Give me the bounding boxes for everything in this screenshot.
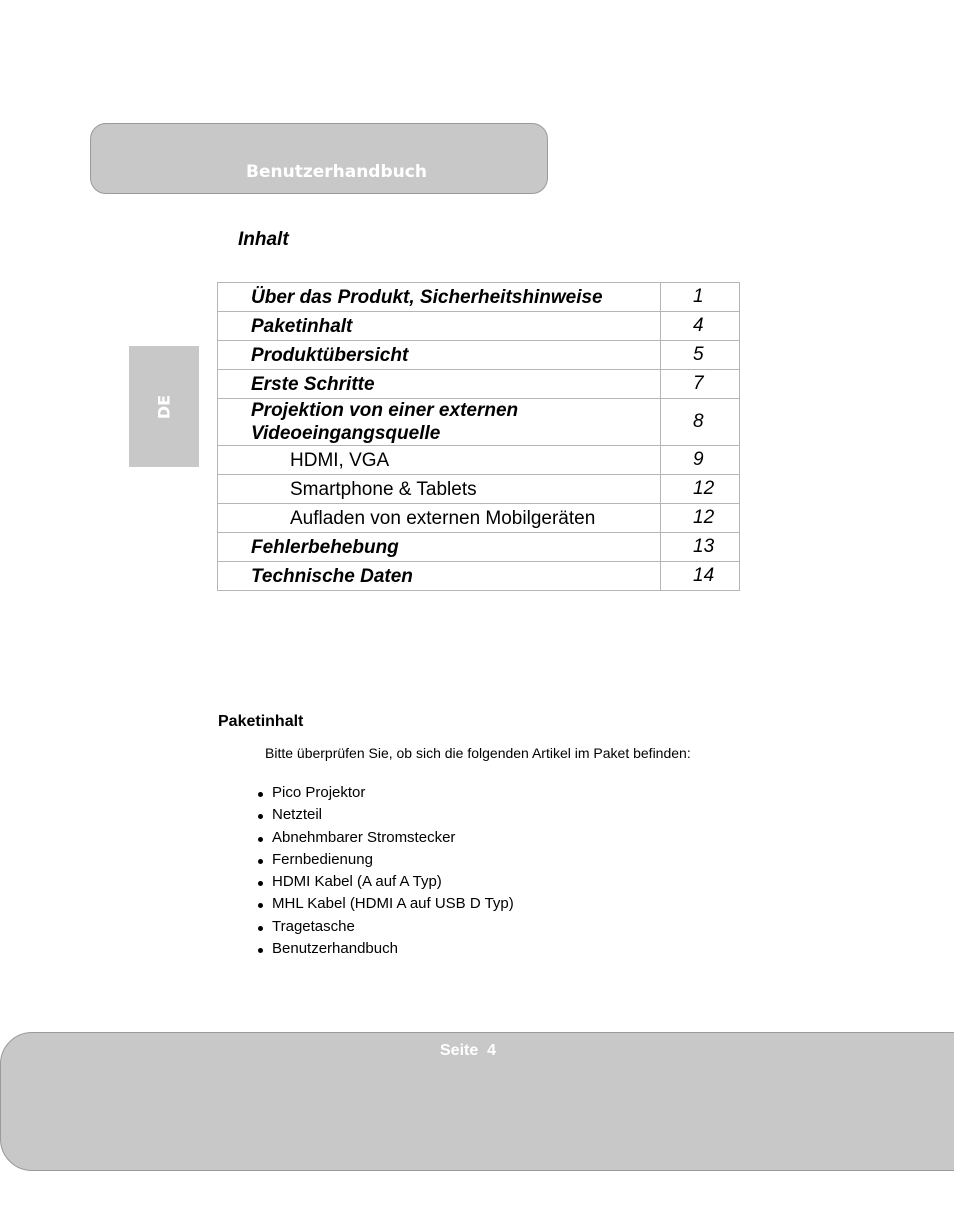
page-number: Seite 4 — [440, 1042, 497, 1059]
toc-entry-title: Produktübersicht — [251, 344, 409, 366]
toc-entry-page: 5 — [661, 341, 740, 370]
toc-row — [218, 399, 740, 446]
toc-entry-page: 1 — [661, 283, 740, 312]
list-item: Fernbedienung — [256, 849, 514, 871]
toc-entry-page: 12 — [661, 504, 740, 533]
language-tab-label: DE — [154, 394, 174, 419]
toc-entry-page: 4 — [661, 312, 740, 341]
list-item: Benutzerhandbuch — [256, 938, 514, 960]
package-heading: Paketinhalt — [218, 713, 304, 730]
toc-entry-title: Paketinhalt — [251, 315, 353, 337]
toc-subentry-title: Smartphone & Tablets — [290, 478, 477, 500]
toc-entry-title: Technische Daten — [251, 565, 413, 587]
toc-row — [218, 533, 740, 562]
toc-row — [218, 504, 740, 533]
toc-table — [217, 282, 740, 591]
toc-entry-page: 13 — [661, 533, 740, 562]
toc-entry-page: 9 — [661, 446, 740, 475]
toc-row — [218, 370, 740, 399]
list-item: MHL Kabel (HDMI A auf USB D Typ) — [256, 893, 514, 915]
toc-row — [218, 312, 740, 341]
list-item: Netzteil — [256, 804, 514, 826]
toc-entry-title-continued: Videoeingangsquelle — [251, 423, 441, 444]
toc-row — [218, 562, 740, 591]
header-banner — [90, 123, 548, 194]
list-item: HDMI Kabel (A auf A Typ) — [256, 871, 514, 893]
list-item: Abnehmbarer Stromstecker — [256, 827, 514, 849]
toc-subentry-title: Aufladen von externen Mobilgeräten — [290, 507, 596, 529]
toc-row — [218, 283, 740, 312]
toc-row — [218, 341, 740, 370]
list-item: Tragetasche — [256, 916, 514, 938]
package-item-list — [256, 782, 514, 960]
toc-entry-title: Erste Schritte — [251, 373, 375, 395]
toc-subentry-title: HDMI, VGA — [290, 449, 390, 471]
toc-row — [218, 446, 740, 475]
toc-entry-page: 7 — [661, 370, 740, 399]
toc-entry-page: 8 — [661, 399, 740, 446]
language-tab — [129, 346, 199, 467]
toc-row — [218, 475, 740, 504]
toc-heading: Inhalt — [238, 229, 289, 250]
toc-entry-title: Über das Produkt, Sicherheitshinweise — [251, 286, 603, 308]
toc-entry-title: Fehlerbehebung — [251, 536, 399, 558]
package-intro: Bitte überprüfen Sie, ob sich die folgenden Artikel im Paket befinden: — [265, 745, 691, 761]
toc-entry-page: 12 — [661, 475, 740, 504]
header-title: Benutzerhandbuch — [246, 162, 427, 182]
toc-entry-page: 14 — [661, 562, 740, 591]
toc-entry-title: Projektion von einer externen — [251, 400, 519, 421]
list-item: Pico Projektor — [256, 782, 514, 804]
